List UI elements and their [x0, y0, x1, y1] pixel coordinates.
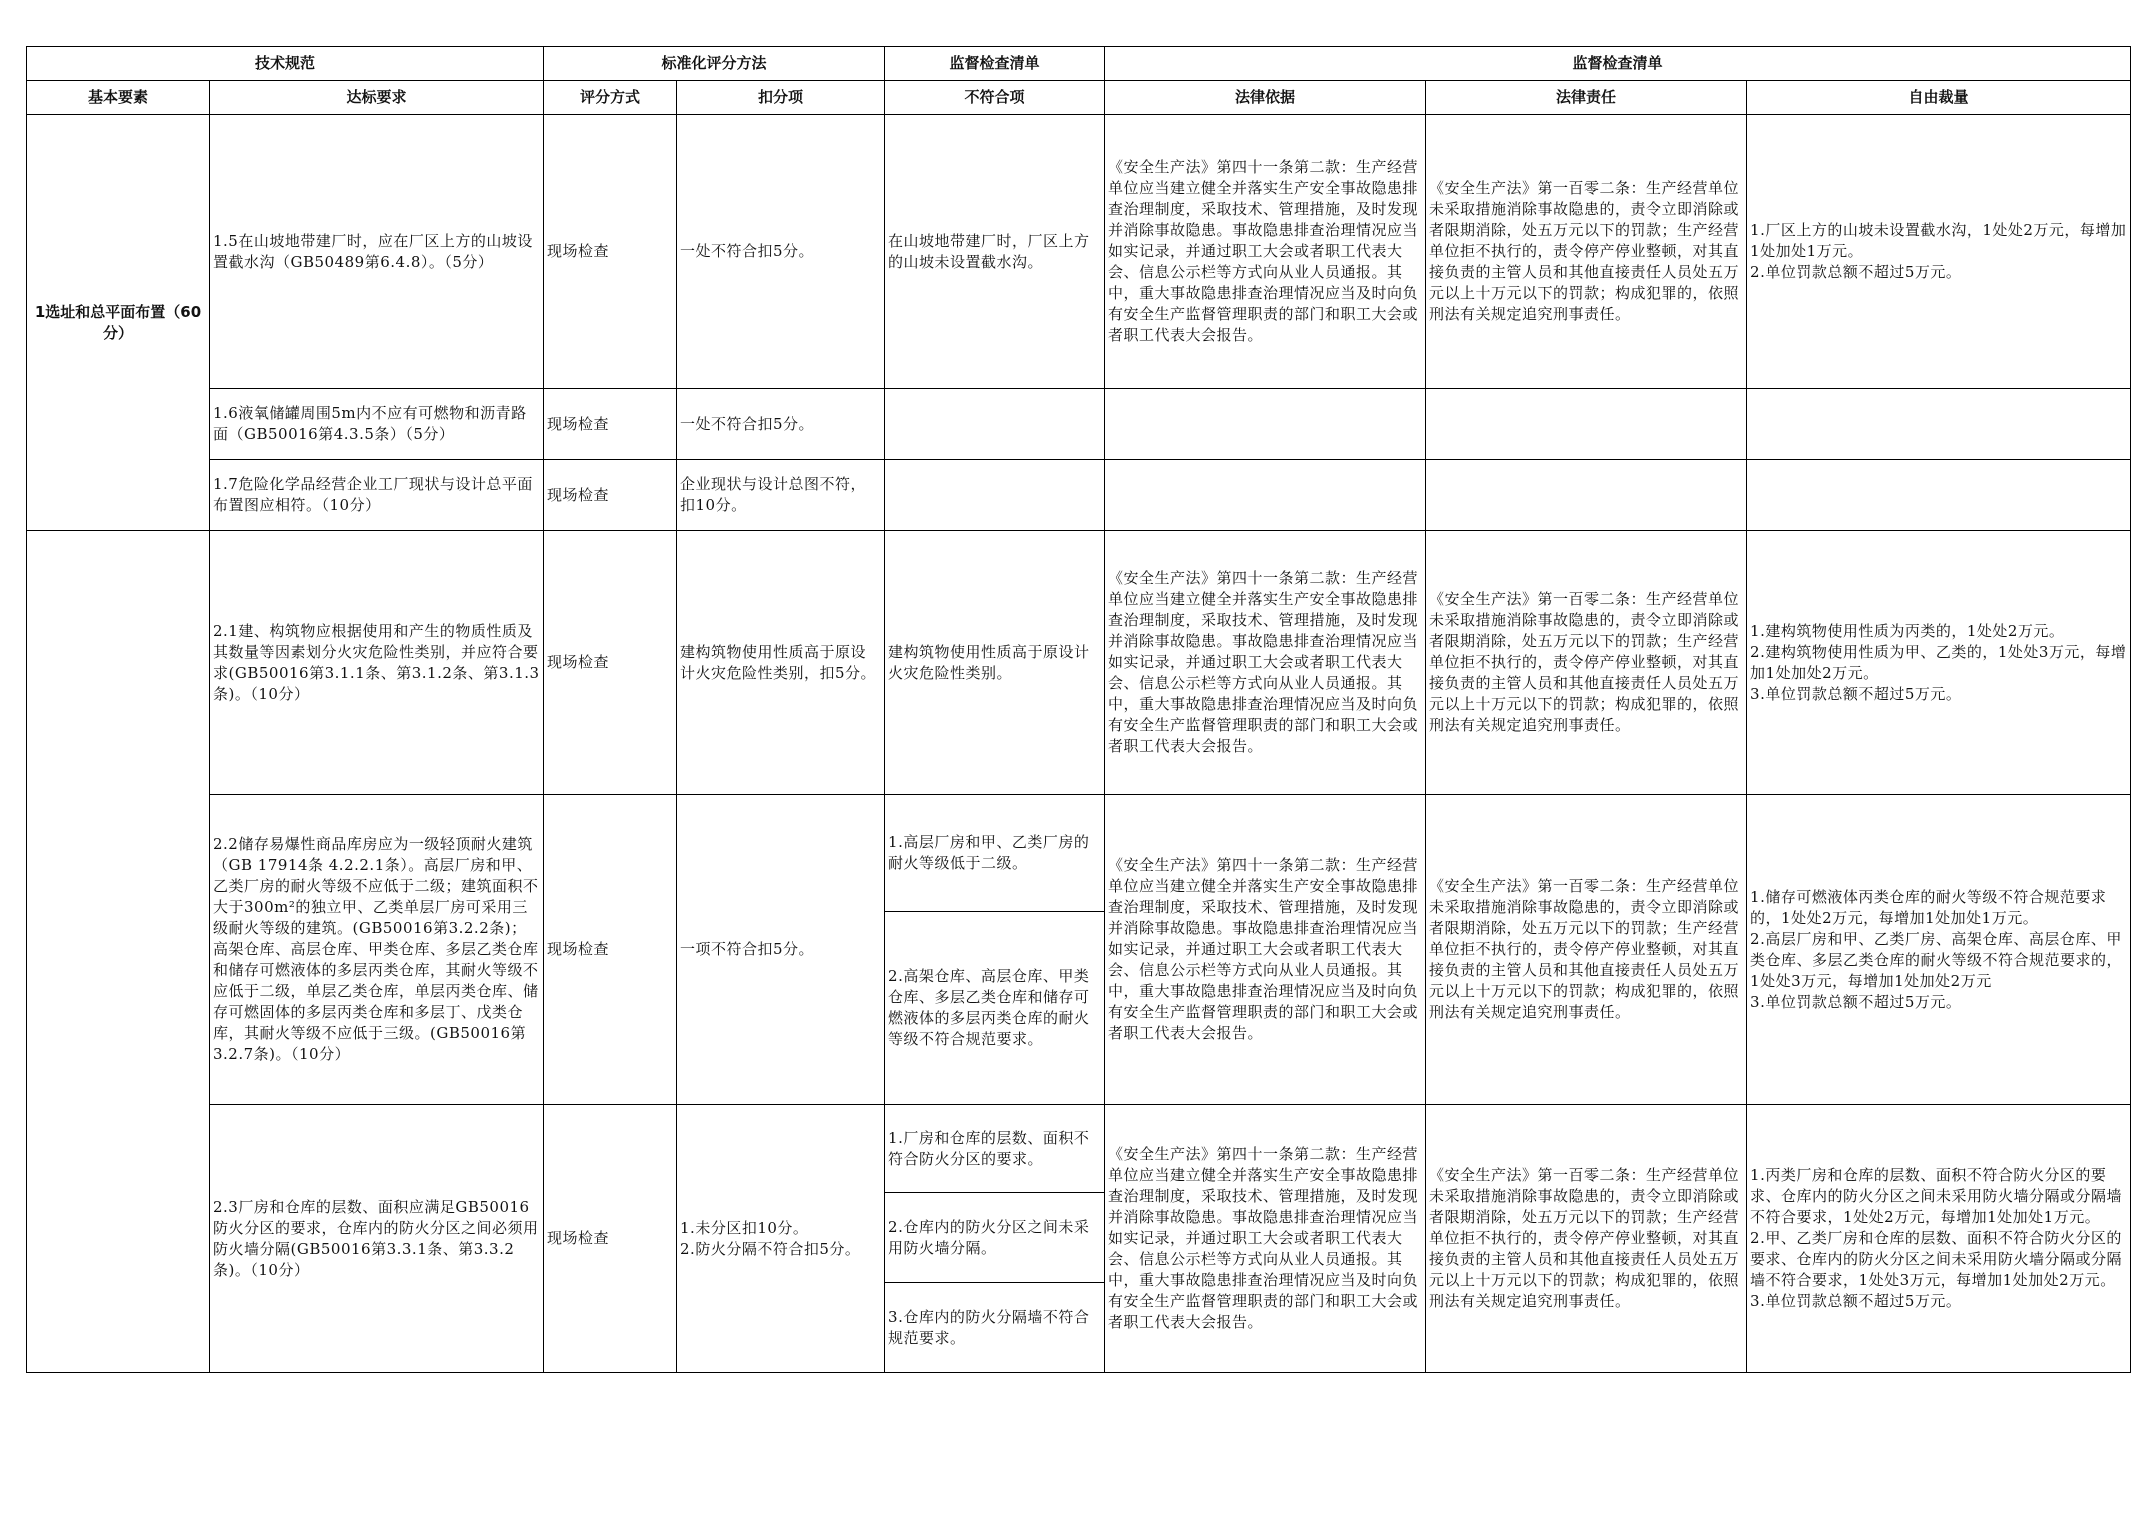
method-cell: 现场检查 [544, 389, 677, 460]
legal-liability-cell: 《安全生产法》第一百零二条：生产经营单位未采取措施消除事故隐患的，责令立即消除或者限期消除，处五万元以下的罚款；生产经营单位拒不执行的，责令停产停业整顿，对其直接负责的主管人员和其他直接责任人员处五万元以上十万元以下的罚款；构成犯罪的，依照刑法有关规定追究刑事责任。 [1426, 531, 1747, 795]
legal-basis-cell [1105, 460, 1426, 531]
legal-basis-cell: 《安全生产法》第四十一条第二款：生产经营单位应当建立健全并落实生产安全事故隐患排查治理制度，采取技术、管理措施，及时发现并消除事故隐患。事故隐患排查治理情况应当如实记录，并通过职工大会或者职工代表大会、信息公示栏等方式向从业人员通报。其中，重大事故隐患排查治理情况应当及时向负有安全生产监督管理职责的部门和职工大会或者职工代表大会报告。 [1105, 531, 1426, 795]
requirement-cell: 1.5在山坡地带建厂时，应在厂区上方的山坡设置截水沟（GB50489第6.4.8）。（5分） [210, 115, 544, 389]
nonconformity-cell [885, 389, 1105, 460]
table-row [27, 460, 2131, 531]
nonconformity-cell: 2.高架仓库、高层仓库、甲类仓库、多层乙类仓库和储存可燃液体的多层丙类仓库的耐火等级不符合规范要求。 [885, 912, 1105, 1105]
legal-basis-cell: 《安全生产法》第四十一条第二款：生产经营单位应当建立健全并落实生产安全事故隐患排查治理制度，采取技术、管理措施，及时发现并消除事故隐患。事故隐患排查治理情况应当如实记录，并通过职工大会或者职工代表大会、信息公示栏等方式向从业人员通报。其中，重大事故隐患排查治理情况应当及时向负有安全生产监督管理职责的部门和职工大会或者职工代表大会报告。 [1105, 115, 1426, 389]
discretion-line: 1.储存可燃液体丙类仓库的耐火等级不符合规范要求的，1处处2万元，每增加1处加处1万元。 [1750, 887, 2107, 927]
discretion-line: 1.建构筑物使用性质为丙类的，1处处2万元。 [1750, 621, 2065, 640]
legal-basis-cell: 《安全生产法》第四十一条第二款：生产经营单位应当建立健全并落实生产安全事故隐患排查治理制度，采取技术、管理措施，及时发现并消除事故隐患。事故隐患排查治理情况应当如实记录，并通过职工大会或者职工代表大会、信息公示栏等方式向从业人员通报。其中，重大事故隐患排查治理情况应当及时向负有安全生产监督管理职责的部门和职工大会或者职工代表大会报告。 [1105, 1105, 1426, 1373]
regulation-table [26, 46, 2131, 1373]
discretion-line: 2.高层厂房和甲、乙类厂房、高架仓库、高层仓库、甲类仓库、多层乙类仓库的耐火等级不符合规范要求的，1处处3万元，每增加1处加处2万元 [1750, 929, 2123, 990]
deduction-line: 1.未分区扣10分。 [680, 1218, 809, 1237]
requirement-cell: 1.6液氧储罐周围5m内不应有可燃物和沥青路面（GB50016第4.3.5条）（5分） [210, 389, 544, 460]
header-group-row [27, 47, 2131, 81]
table-row [27, 531, 2131, 795]
table-row [27, 795, 2131, 912]
nonconformity-cell: 在山坡地带建厂时，厂区上方的山坡未设置截水沟。 [885, 115, 1105, 389]
method-cell: 现场检查 [544, 460, 677, 531]
discretion-cell [1747, 795, 2131, 1105]
discretion-line: 2.甲、乙类厂房和仓库的层数、面积不符合防火分区的要求、仓库内的防火分区之间未采用防火墙分隔或分隔墙不符合要求，1处处3万元，每增加1处加处2万元。 [1750, 1229, 2123, 1289]
header-checklist-b: 监督检查清单 [1105, 47, 2131, 81]
col-legal-liability: 法律责任 [1426, 81, 1747, 115]
legal-basis-cell: 《安全生产法》第四十一条第二款：生产经营单位应当建立健全并落实生产安全事故隐患排查治理制度，采取技术、管理措施，及时发现并消除事故隐患。事故隐患排查治理情况应当如实记录，并通过职工大会或者职工代表大会、信息公示栏等方式向从业人员通报。其中，重大事故隐患排查治理情况应当及时向负有安全生产监督管理职责的部门和职工大会或者职工代表大会报告。 [1105, 795, 1426, 1105]
legal-basis-cell [1105, 389, 1426, 460]
discretion-line: 1.厂区上方的山坡未设置截水沟，1处处2万元，每增加1处加处1万元。 [1750, 221, 2127, 260]
requirement-cell: 2.1建、构筑物应根据使用和产生的物质性质及其数量等因素划分火灾危险性类别，并应符合要求(GB50016第3.1.1条、第3.1.2条、第3.1.3条)。（10分） [210, 531, 544, 795]
discretion-cell [1747, 115, 2131, 389]
col-discretion: 自由裁量 [1747, 81, 2131, 115]
requirement-cell: 1.7危险化学品经营企业工厂现状与设计总平面布置图应相符。（10分） [210, 460, 544, 531]
col-element: 基本要素 [27, 81, 210, 115]
legal-liability-cell: 《安全生产法》第一百零二条：生产经营单位未采取措施消除事故隐患的，责令立即消除或者限期消除，处五万元以下的罚款；生产经营单位拒不执行的，责令停产停业整顿，对其直接负责的主管人员和其他直接责任人员处五万元以上十万元以下的罚款；构成犯罪的，依照刑法有关规定追究刑事责任。 [1426, 795, 1747, 1105]
discretion-line: 3.单位罚款总额不超过5万元。 [1750, 1292, 1962, 1310]
nonconformity-cell: 建构筑物使用性质高于原设计火灾危险性类别。 [885, 531, 1105, 795]
col-nonconformity: 不符合项 [885, 81, 1105, 115]
method-cell: 现场检查 [544, 1105, 677, 1373]
discretion-cell [1747, 1105, 2131, 1373]
requirement-cell: 2.2储存易爆性商品库房应为一级轻顶耐火建筑（GB 17914条 4.2.2.1条）。高层厂房和甲、乙类厂房的耐火等级不应低于二级；建筑面积不大于300m²的独立甲、乙类单层厂房可采用三级耐火等级的建筑。(GB50016第3.2.2条)；高架仓库、高层仓库、甲类仓库、多层乙类仓库和储存可燃液体的多层丙类仓库，其耐火等级不应低于二级，单层乙类仓库，单层丙类仓库、储存可燃固体的多层丙类仓库和多层丁、戊类仓库，其耐火等级不应低于三级。(GB50016第3.2.7条)。（10分） [210, 795, 544, 1105]
nonconformity-cell: 1.厂房和仓库的层数、面积不符合防火分区的要求。 [885, 1105, 1105, 1193]
discretion-line: 2.建构筑物使用性质为甲、乙类的，1处处3万元，每增加1处加处2万元。 [1750, 642, 2127, 682]
nonconformity-cell: 2.仓库内的防火分区之间未采用防火墙分隔。 [885, 1193, 1105, 1283]
discretion-cell [1747, 460, 2131, 531]
discretion-line: 3.单位罚款总额不超过5万元。 [1750, 992, 1962, 1011]
table-row [27, 115, 2131, 389]
discretion-cell [1747, 389, 2131, 460]
deduction-cell: 一项不符合扣5分。 [677, 795, 885, 1105]
method-cell: 现场检查 [544, 115, 677, 389]
table-row [27, 1105, 2131, 1193]
col-deduction: 扣分项 [677, 81, 885, 115]
table-row [27, 389, 2131, 460]
nonconformity-cell [885, 460, 1105, 531]
deduction-line: 2.防火分隔不符合扣5分。 [680, 1239, 861, 1258]
deduction-cell: 一处不符合扣5分。 [677, 115, 885, 389]
discretion-line: 1.丙类厂房和仓库的层数、面积不符合防火分区的要求、仓库内的防火分区之间未采用防火墙分隔或分隔墙不符合要求，1处处2万元，每增加1处加处1万元。 [1750, 1166, 2123, 1226]
header-checklist-a: 监督检查清单 [885, 47, 1105, 81]
deduction-cell: 企业现状与设计总图不符，扣10分。 [677, 460, 885, 531]
method-cell: 现场检查 [544, 795, 677, 1105]
discretion-line: 3.单位罚款总额不超过5万元。 [1750, 684, 1962, 703]
legal-liability-cell: 《安全生产法》第一百零二条：生产经营单位未采取措施消除事故隐患的，责令立即消除或者限期消除，处五万元以下的罚款；生产经营单位拒不执行的，责令停产停业整顿，对其直接负责的主管人员和其他直接责任人员处五万元以上十万元以下的罚款；构成犯罪的，依照刑法有关规定追究刑事责任。 [1426, 1105, 1747, 1373]
nonconformity-cell: 3.仓库内的防火分隔墙不符合规范要求。 [885, 1283, 1105, 1373]
legal-liability-cell [1426, 389, 1747, 460]
deduction-cell: 建构筑物使用性质高于原设计火灾危险性类别，扣5分。 [677, 531, 885, 795]
element-cell-empty [27, 531, 210, 1373]
deduction-cell [677, 1105, 885, 1373]
header-tech-spec: 技术规范 [27, 47, 544, 81]
col-requirement: 达标要求 [210, 81, 544, 115]
element-cell: 1选址和总平面布置（60分） [27, 115, 210, 531]
col-legal-basis: 法律依据 [1105, 81, 1426, 115]
legal-liability-cell [1426, 460, 1747, 531]
discretion-line: 2.单位罚款总额不超过5万元。 [1750, 263, 1962, 281]
col-method: 评分方式 [544, 81, 677, 115]
discretion-cell [1747, 531, 2131, 795]
legal-liability-cell: 《安全生产法》第一百零二条：生产经营单位未采取措施消除事故隐患的，责令立即消除或者限期消除，处五万元以下的罚款；生产经营单位拒不执行的，责令停产停业整顿，对其直接负责的主管人员和其他直接责任人员处五万元以上十万元以下的罚款；构成犯罪的，依照刑法有关规定追究刑事责任。 [1426, 115, 1747, 389]
header-scoring: 标准化评分方法 [544, 47, 885, 81]
requirement-cell: 2.3厂房和仓库的层数、面积应满足GB50016防火分区的要求，仓库内的防火分区之间必须用防火墙分隔(GB50016第3.3.1条、第3.3.2条)。（10分） [210, 1105, 544, 1373]
deduction-cell: 一处不符合扣5分。 [677, 389, 885, 460]
header-column-row [27, 81, 2131, 115]
method-cell: 现场检查 [544, 531, 677, 795]
nonconformity-cell: 1.高层厂房和甲、乙类厂房的耐火等级低于二级。 [885, 795, 1105, 912]
